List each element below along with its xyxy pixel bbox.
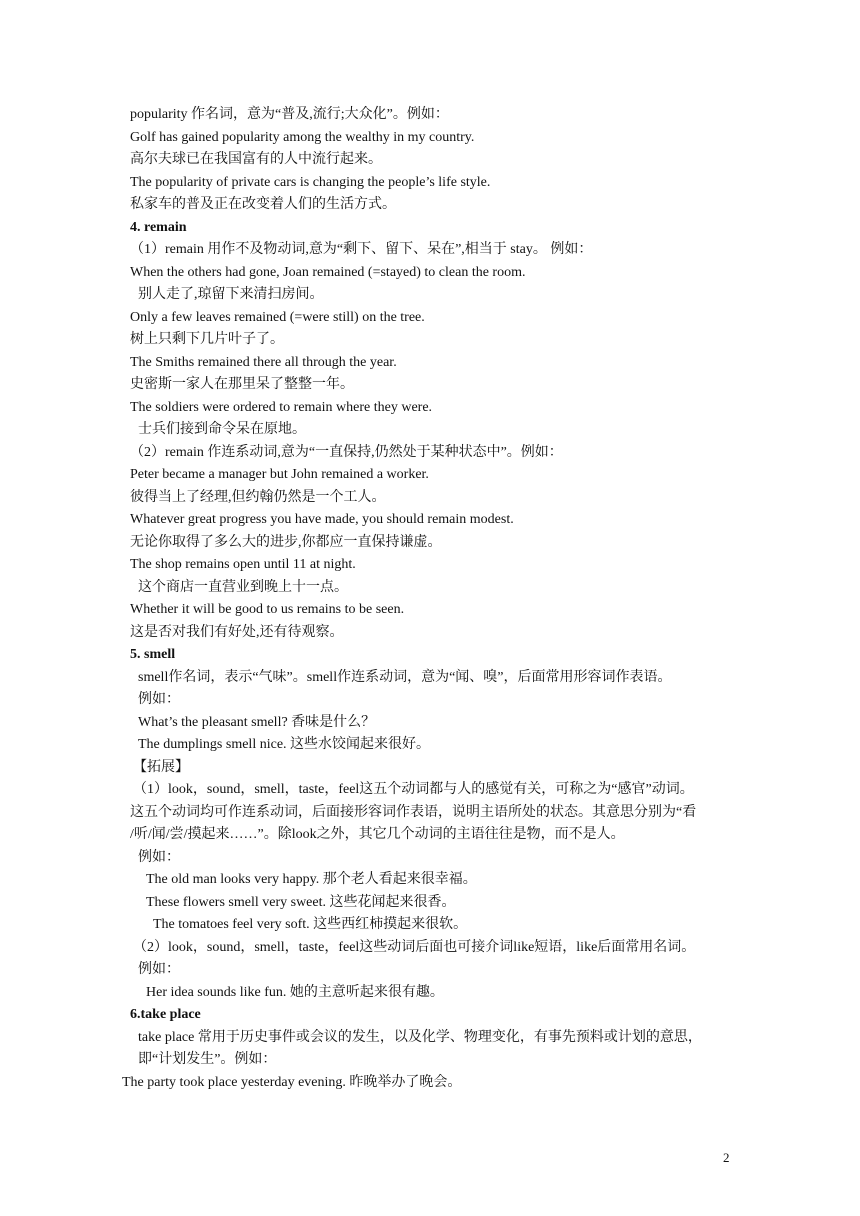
text-line: 别人走了,琼留下来清扫房间。 (138, 287, 324, 302)
text-line: 即“计划发生”。例如： (138, 1052, 277, 1067)
text-line: The party took place yesterday evening. 昨晚举办了晚会。 (122, 1074, 462, 1090)
text-line: popularity 作名词，意为“普及,流行;大众化”。例如： (130, 107, 449, 122)
text-line: The old man looks very happy. 那个老人看起来很幸福。 (146, 872, 477, 887)
text-line: The tomatoes feel very soft. 这些西红柿摸起来很软。 (153, 917, 468, 932)
text-line: The dumplings smell nice. 这些水饺闻起来很好。 (138, 737, 431, 752)
text-line: 史密斯一家人在那里呆了整整一年。 (130, 377, 354, 392)
text-line: The shop remains open until 11 at night. (130, 557, 356, 572)
text-line: 彼得当上了经理,但约翰仍然是一个工人。 (130, 489, 386, 505)
text-line: （2）remain 作连系动词,意为“一直保持,仍然处于某种状态中”。例如： (130, 444, 563, 460)
text-line: 无论你取得了多么大的进步,你都应一直保持谦虚。 (130, 534, 442, 550)
text-line: （1）look，sound，smell，taste，feel这五个动词都与人的感觉有关，可称之为“感官”动词。 (133, 782, 694, 797)
text-line: When the others had gone, Joan remained (=stayed) to clean the room. (130, 264, 526, 280)
text-line: Golf has gained popularity among the wealthy in my country. (130, 129, 475, 145)
text-line: （1）remain 用作不及物动词,意为“剩下、留下、呆在”,相当于 stay。 例如： (130, 242, 593, 257)
text-line: The Smiths remained there all through the year. (130, 354, 397, 370)
text-line: Peter became a manager but John remained a worker. (130, 467, 429, 482)
text-line: smell作名词，表示“气味”。smell作连系动词，意为“闻、嗅”，后面常用形容词作表语。 (138, 669, 672, 685)
text-line: （2）look，sound，smell，taste，feel这些动词后面也可接介词like短语，like后面常用名词。 (133, 939, 696, 955)
text-line: 例如： (138, 692, 180, 707)
text-line: The popularity of private cars is changing the people’s life style. (130, 174, 491, 190)
text-line: 这个商店一直营业到晚上十一点。 (138, 579, 348, 595)
text-line: 树上只剩下几片叶子了。 (130, 332, 284, 347)
page-number: 2 (723, 1150, 730, 1165)
text-line: What’s the pleasant smell? 香味是什么？ (138, 714, 376, 730)
text-line: Only a few leaves remained (=were still) on the tree. (130, 309, 425, 325)
section-heading: 6.take place (130, 1007, 201, 1022)
text-line: 例如： (138, 849, 180, 865)
section-heading: 5. smell (130, 647, 176, 662)
text-line: 例如： (138, 962, 180, 977)
text-line: Her idea sounds like fun. 她的主意听起来很有趣。 (146, 984, 444, 1000)
text-line: Whether it will be good to us remains to be seen. (130, 602, 405, 617)
text-line: 士兵们接到命令呆在原地。 (138, 422, 306, 437)
document-body (0, 104, 860, 1094)
text-line: These flowers smell very sweet. 这些花闻起来很香。 (146, 894, 456, 910)
section-heading: 4. remain (130, 219, 187, 235)
text-line: 这五个动词均可作连系动词，后面接形容词作表语，说明主语所处的状态。其意思分别为“看 (130, 804, 697, 820)
text-line: /听/闻/尝/摸起来……”。除look之外，其它几个动词的主语往往是物，而不是人。 (130, 827, 625, 842)
text-line: 私家车的普及正在改变着人们的生活方式。 (130, 197, 396, 212)
text-line: take place 常用于历史事件或会议的发生，以及化学、物理变化，有事先预料或计划的意思， (138, 1029, 702, 1045)
text-line: 高尔夫球已在我国富有的人中流行起来。 (130, 152, 382, 167)
text-line: The soldiers were ordered to remain where they were. (130, 399, 433, 415)
text-line: 这是否对我们有好处,还有待观察。 (130, 624, 344, 640)
text-line: 【拓展】 (133, 759, 189, 775)
text-line: Whatever great progress you have made, you should remain modest. (130, 512, 514, 527)
